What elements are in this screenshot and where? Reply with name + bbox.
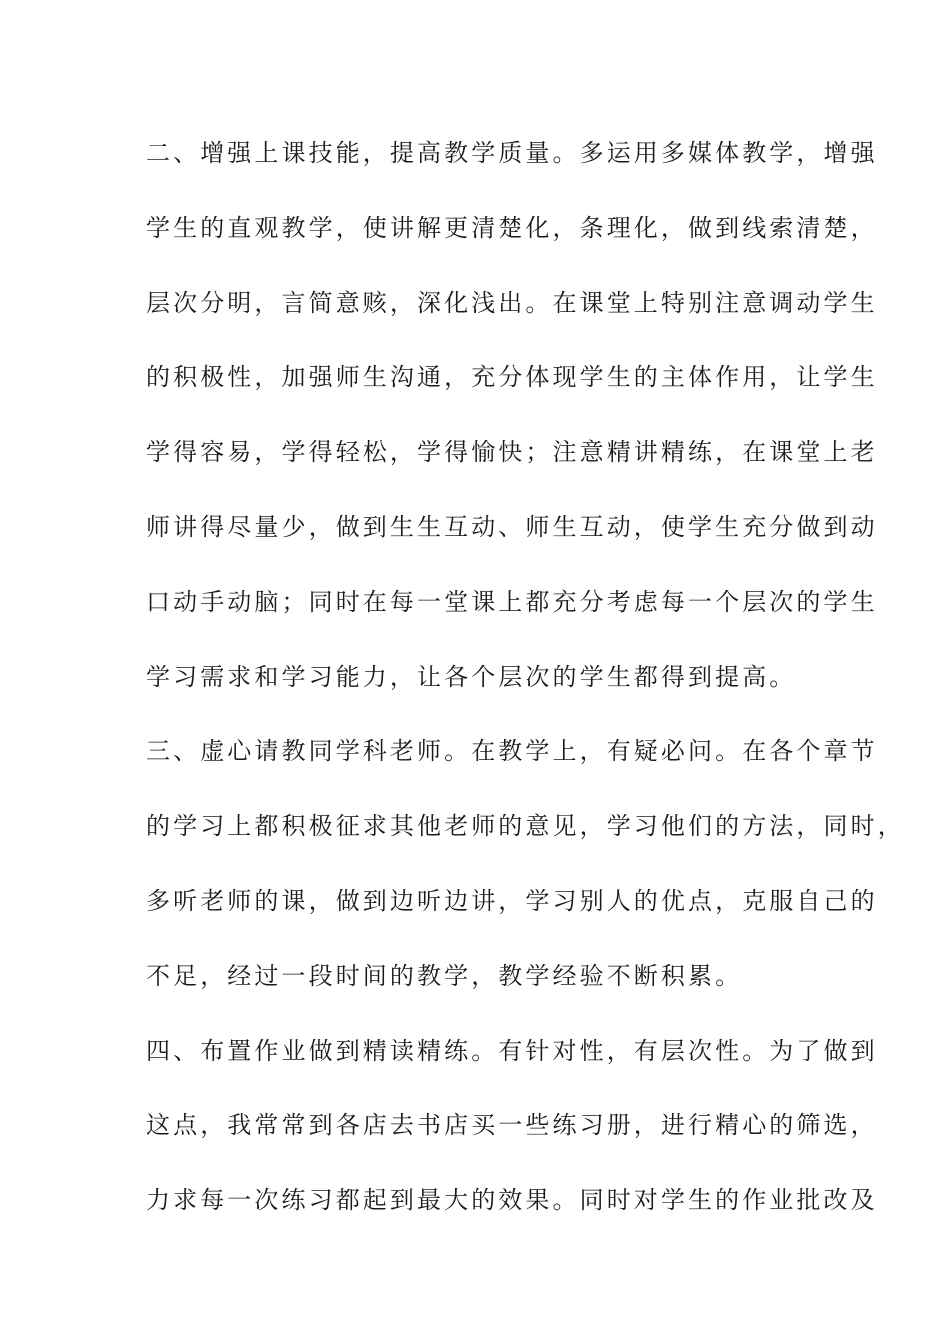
- text-line: 三、虚心请教同学科老师。在教学上，有疑必问。在各个章节: [146, 737, 878, 766]
- text-line: 层次分明，言简意赅，深化浅出。在课堂上特别注意调动学生: [146, 288, 878, 317]
- text-line: 学生的直观教学，使讲解更清楚化，条理化，做到线索清楚，: [146, 213, 878, 242]
- text-line: 不足，经过一段时间的教学，教学经验不断积累。: [146, 961, 743, 990]
- text-line: 多听老师的课，做到边听边讲，学习别人的优点，克服自己的: [146, 886, 878, 915]
- text-line: 这点，我常常到各店去书店买一些练习册，进行精心的筛选，: [146, 1111, 878, 1140]
- text-line: 学习需求和学习能力，让各个层次的学生都得到提高。: [146, 662, 797, 691]
- text-line: 的学习上都积极征求其他老师的意见，学习他们的方法，同时，: [146, 812, 905, 841]
- text-line: 的积极性，加强师生沟通，充分体现学生的主体作用，让学生: [146, 363, 878, 392]
- text-line: 二、增强上课技能，提高教学质量。多运用多媒体教学，增强: [146, 139, 878, 167]
- text-line: 学得容易，学得轻松，学得愉快；注意精讲精练，在课堂上老: [146, 438, 878, 467]
- text-line: 师讲得尽量少，做到生生互动、师生互动，使学生充分做到动: [146, 512, 878, 541]
- text-line: 四、布置作业做到精读精练。有针对性，有层次性。为了做到: [146, 1036, 878, 1065]
- document-body: [146, 133, 905, 1255]
- text-line: 口动手动脑；同时在每一堂课上都充分考虑每一个层次的学生: [146, 587, 878, 616]
- text-line: 力求每一次练习都起到最大的效果。同时对学生的作业批改及: [146, 1186, 878, 1215]
